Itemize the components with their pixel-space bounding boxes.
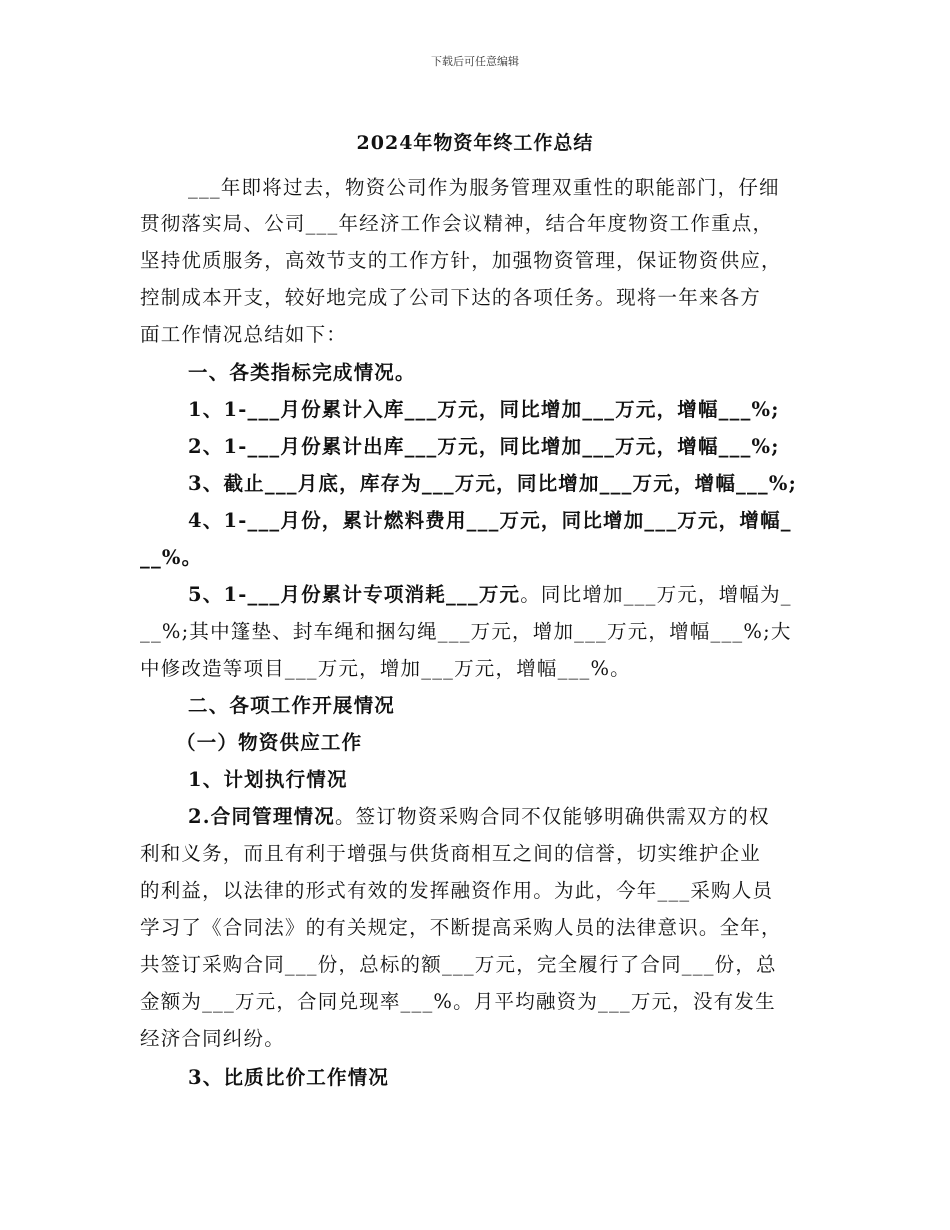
list-item: 4、1-___月份，累计燃料费用___万元，同比增加___万元，增幅_: [188, 509, 792, 532]
list-item: [188, 583, 830, 607]
paragraph-line: 控制成本开支，较好地完成了公司下达的各项任务。现将一年来各方: [140, 286, 762, 309]
item-heading: 1、计划执行情况: [188, 768, 348, 791]
section-heading: 一、各类指标完成情况。: [188, 361, 416, 384]
list-item-bold-part: 5、1-___月份累计专项消耗___万元: [188, 583, 521, 606]
paragraph-line: 的利益，以法律的形式有效的发挥融资作用。为此，今年___采购人员: [140, 879, 774, 902]
list-item: 3、截止___月底，库存为___万元，同比增加___万元，增幅___%;: [188, 472, 797, 495]
paragraph-line: __%;其中篷垫、封车绳和捆勾绳___万元，增加___万元，增幅___%;大: [140, 620, 792, 643]
paragraph-line: 贯彻落实局、公司___年经济工作会议精神，结合年度物资工作重点，: [140, 212, 774, 235]
document-title: 2024年物资年终工作总结: [356, 132, 594, 154]
list-item-continued: __%。: [140, 546, 203, 569]
paragraph-line: 面工作情况总结如下：: [140, 323, 348, 346]
paragraph-text: 。签订物资采购合同不仅能够明确供需双方的权: [334, 805, 770, 828]
item-heading-inline: 2.合同管理情况: [188, 805, 335, 828]
subsection-heading: （一）物资供应工作: [176, 731, 363, 754]
list-item: 2、1-___月份累计出库___万元，同比增加___万元，增幅___%;: [188, 435, 780, 458]
list-item-normal-part: 。同比增加___万元，增幅为_: [520, 583, 792, 606]
item-heading: 3、比质比价工作情况: [188, 1066, 390, 1089]
paragraph-line: 学习了《合同法》的有关规定，不断提高采购人员的法律意识。全年，: [140, 916, 782, 939]
paragraph-line: 金额为___万元，合同兑现率___%。月平均融资为___万元，没有发生: [140, 990, 776, 1013]
paragraph-line: 共签订采购合同___份，总标的额___万元，完全履行了合同___份，总: [140, 953, 777, 976]
paragraph-line: 中修改造等项目___万元，增加___万元，增幅___%。: [140, 657, 631, 680]
page-header: 下载后可任意编辑: [431, 55, 519, 68]
paragraph-line: 经济合同纠纷。: [140, 1027, 285, 1050]
section-heading: 二、各项工作开展情况: [188, 694, 396, 717]
paragraph-line: [188, 805, 830, 829]
paragraph-line: 利和义务，而且有利于增强与供货商相互之间的信誉，切实维护企业: [140, 842, 762, 865]
paragraph-line: ___年即将过去，物资公司作为服务管理双重性的职能部门，仔细: [188, 176, 780, 199]
list-item: 1、1-___月份累计入库___万元，同比增加___万元，增幅___%;: [188, 398, 780, 421]
paragraph-line: 坚持优质服务，高效节支的工作方针，加强物资管理，保证物资供应，: [140, 249, 782, 272]
